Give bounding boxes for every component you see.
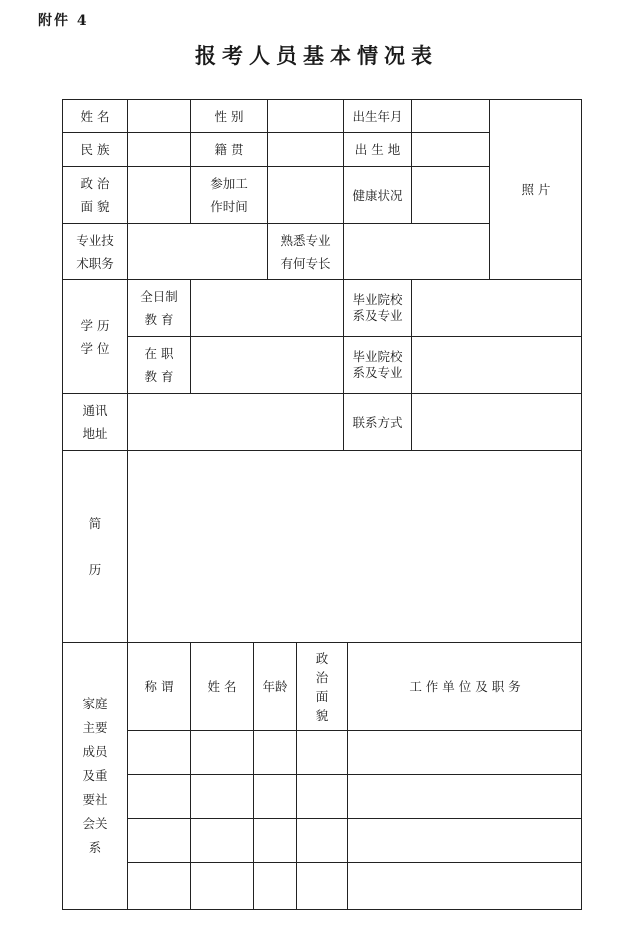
birth-date-label: 出生年月 [344, 100, 412, 133]
health-field[interactable] [412, 167, 490, 224]
gender-field[interactable] [268, 100, 344, 133]
education-label: 学 历 学 位 [63, 280, 128, 394]
family-col-political: 政 治 面 貌 [297, 643, 348, 731]
inservice-education-label: 在 职 教 育 [128, 337, 191, 394]
address-field[interactable] [128, 394, 344, 451]
professional-title-label: 专业技 术职务 [63, 224, 128, 280]
gender-label: 性 别 [191, 100, 268, 133]
resume-field[interactable] [128, 451, 582, 643]
family-col-age: 年龄 [254, 643, 297, 731]
family-row-4-relation[interactable] [128, 863, 191, 909]
inservice-education-field[interactable] [191, 337, 344, 394]
family-col-relation: 称 谓 [128, 643, 191, 731]
family-row-3-age[interactable] [254, 819, 297, 863]
fulltime-school-label: 毕业院校 系及专业 [344, 280, 412, 337]
family-col-work: 工 作 单 位 及 职 务 [348, 643, 582, 731]
form-title: 报考人员基本情况表 [195, 43, 438, 68]
family-row-2-political[interactable] [297, 775, 348, 819]
birthplace-field[interactable] [412, 133, 490, 167]
family-row-1-age[interactable] [254, 731, 297, 775]
address-label: 通讯 地址 [63, 394, 128, 451]
professional-title-field[interactable] [128, 224, 268, 280]
contact-label: 联系方式 [344, 394, 412, 451]
expertise-field[interactable] [344, 224, 490, 280]
inservice-school-label: 毕业院校 系及专业 [344, 337, 412, 394]
family-row-2-work[interactable] [348, 775, 582, 819]
family-row-4-age[interactable] [254, 863, 297, 909]
family-row-1-political[interactable] [297, 731, 348, 775]
family-row-1-relation[interactable] [128, 731, 191, 775]
name-label: 姓 名 [63, 100, 128, 133]
native-place-field[interactable] [268, 133, 344, 167]
family-row-4-political[interactable] [297, 863, 348, 909]
birth-date-field[interactable] [412, 100, 490, 133]
family-row-2-relation[interactable] [128, 775, 191, 819]
family-row-1-name[interactable] [191, 731, 254, 775]
birthplace-label: 出 生 地 [344, 133, 412, 167]
name-field[interactable] [128, 100, 191, 133]
political-status-field[interactable] [128, 167, 191, 224]
family-row-3-work[interactable] [348, 819, 582, 863]
photo-area[interactable]: 照 片 [490, 100, 582, 280]
family-row-2-name[interactable] [191, 775, 254, 819]
family-row-1-work[interactable] [348, 731, 582, 775]
fulltime-education-label: 全日制 教 育 [128, 280, 191, 337]
work-start-label: 参加工 作时间 [191, 167, 268, 224]
fulltime-school-field[interactable] [412, 280, 582, 337]
family-row-3-name[interactable] [191, 819, 254, 863]
family-col-name: 姓 名 [191, 643, 254, 731]
family-row-3-political[interactable] [297, 819, 348, 863]
ethnicity-label: 民 族 [63, 133, 128, 167]
work-start-field[interactable] [268, 167, 344, 224]
ethnicity-field[interactable] [128, 133, 191, 167]
family-row-4-work[interactable] [348, 863, 582, 909]
inservice-school-field[interactable] [412, 337, 582, 394]
attachment-number: 附件 4 [38, 13, 89, 29]
native-place-label: 籍 贯 [191, 133, 268, 167]
political-status-label: 政 治 面 貌 [63, 167, 128, 224]
expertise-label: 熟悉专业 有何专长 [268, 224, 344, 280]
family-row-4-name[interactable] [191, 863, 254, 909]
family-row-2-age[interactable] [254, 775, 297, 819]
contact-field[interactable] [412, 394, 582, 451]
family-members-label: 家庭 主要 成员 及重 要社 会关 系 [63, 643, 128, 909]
resume-label: 简 历 [63, 451, 128, 643]
family-row-3-relation[interactable] [128, 819, 191, 863]
fulltime-education-field[interactable] [191, 280, 344, 337]
health-label: 健康状况 [344, 167, 412, 224]
applicant-info-form [62, 99, 582, 910]
